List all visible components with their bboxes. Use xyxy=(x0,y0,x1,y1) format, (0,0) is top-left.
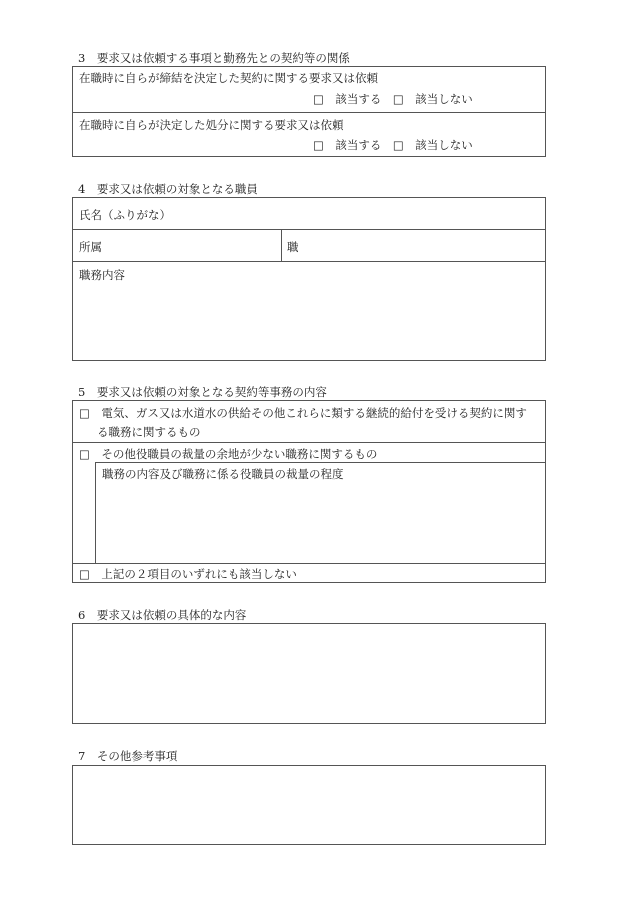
section-6-box[interactable] xyxy=(72,623,546,724)
section-3-row-contract xyxy=(73,67,545,112)
section-3-table xyxy=(72,66,546,157)
duties-label: 職務内容 xyxy=(79,268,125,282)
disposition-label: 在職時に自らが決定した処分に関する要求又は依頼 xyxy=(79,118,344,132)
utility-contract-option[interactable] xyxy=(73,401,545,442)
discretion-detail-row xyxy=(73,462,545,563)
name-row xyxy=(73,198,545,229)
low-discretion-option[interactable] xyxy=(73,442,545,462)
post-label: 職 xyxy=(287,240,299,254)
section-7-box[interactable] xyxy=(72,765,546,845)
section-4-title: 4 要求又は依頼の対象となる職員 xyxy=(78,182,258,196)
none-option-label: □ 上記の２項目のいずれにも該当しない xyxy=(79,567,297,581)
discretion-detail-label: 職務の内容及び職務に係る役職員の裁量の程度 xyxy=(102,467,344,481)
duties-row xyxy=(73,261,545,360)
low-discretion-label: □ その他役職員の裁量の余地が少ない職務に関するもの xyxy=(79,447,378,461)
dept-post-divider xyxy=(281,230,282,261)
none-option[interactable] xyxy=(73,563,545,582)
utility-option-line2: る職務に関するもの xyxy=(97,425,201,439)
section-5-table xyxy=(72,400,546,583)
section-3-title: 3 要求又は依頼する事項と勤務先との契約等の関係 xyxy=(78,51,350,65)
utility-option-line1: □ 電気、ガス又は水道水の供給その他これらに類する継続的給付を受ける契約に関す xyxy=(79,406,527,420)
section-4-table xyxy=(72,197,546,361)
discretion-detail-box xyxy=(95,462,545,563)
section-3-row-disposition xyxy=(73,112,545,156)
disposition-options[interactable]: □ 該当する □ 該当しない xyxy=(313,138,473,152)
contract-label: 在職時に自らが締結を決定した契約に関する要求又は依頼 xyxy=(79,71,378,85)
section-5-title: 5 要求又は依頼の対象となる契約等事務の内容 xyxy=(78,385,327,399)
name-label: 氏名（ふりがな） xyxy=(79,208,171,222)
contract-options[interactable]: □ 該当する □ 該当しない xyxy=(313,92,473,106)
dept-row xyxy=(73,229,545,261)
dept-label: 所属 xyxy=(79,240,102,254)
section-6-title: 6 要求又は依頼の具体的な内容 xyxy=(78,608,247,622)
section-7-title: 7 その他参考事項 xyxy=(78,749,178,763)
